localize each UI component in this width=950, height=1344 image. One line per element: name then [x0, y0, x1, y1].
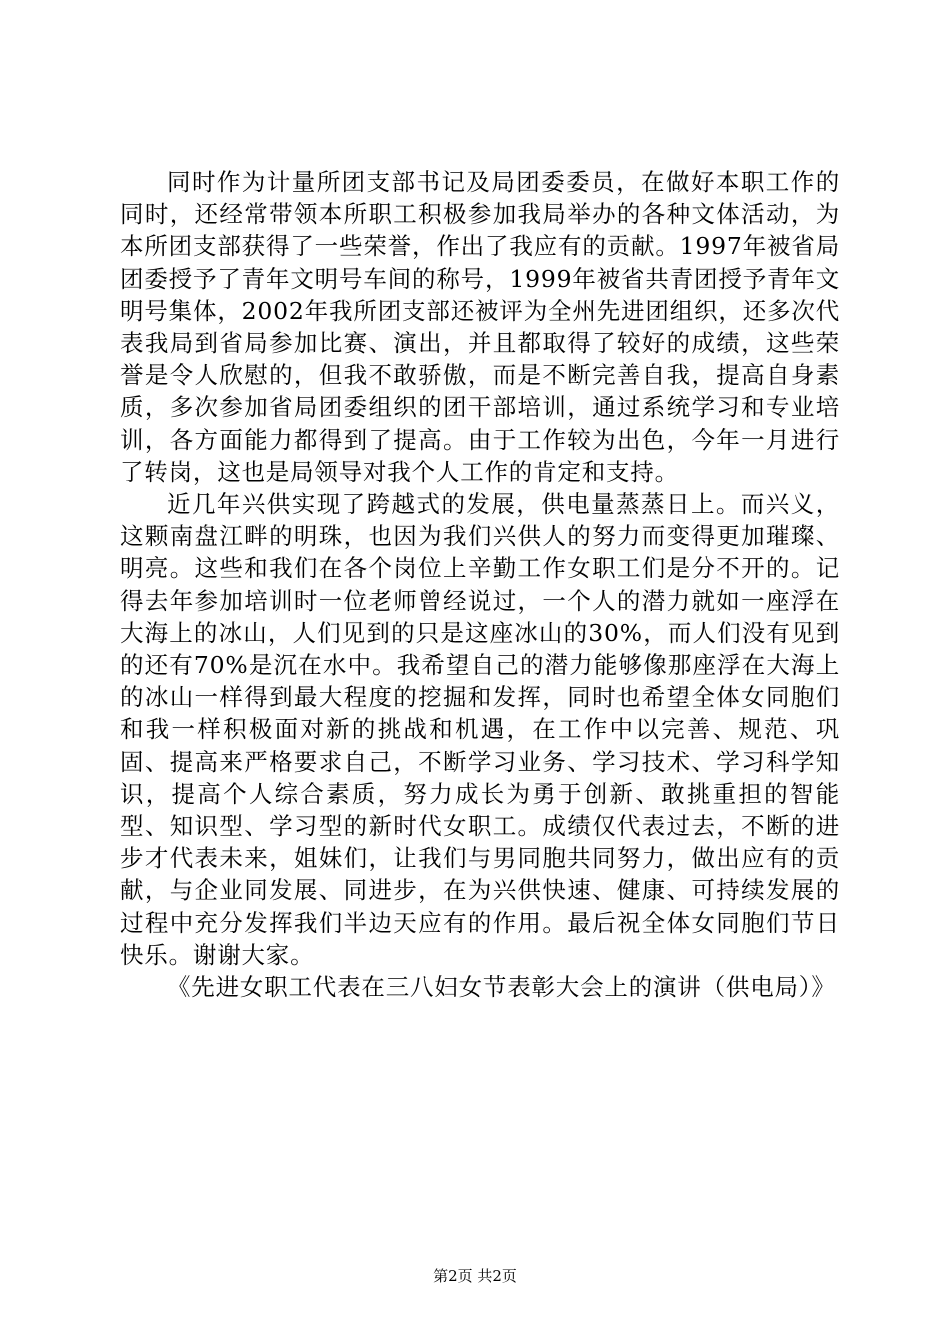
paragraph-youth-league-work: 同时作为计量所团支部书记及局团委委员，在做好本职工作的同时，还经常带领本所职工积极参加我局举办的各种文体活动，为本所团支部获得了一些荣誉，作出了我应有的贡献。1997年被省局团委授予了青年文明号车间的称号，1999年被省共青团授予青年文明号集体，2002年我所团支部还被评为全州先进团组织，还多次代表我局到省局参加比赛、演出，并且都取得了较好的成绩，这些荣誉是令人欣慰的，但我不敢骄傲，而是不断完善自我，提高自身素质，多次参加省局团委组织的团干部培训，通过系统学习和专业培训，各方面能力都得到了提高。由于工作较为出色，今年一月进行了转岗，这也是局领导对我个人工作的肯定和支持。 — [120, 168, 840, 486]
paragraph-speech-title: 《先进女职工代表在三八妇女节表彰大会上的演讲（供电局）》 — [167, 973, 836, 1002]
page-number-footer: 第2页 共2页 — [433, 1267, 517, 1285]
paragraph-development-and-aspirations: 近几年兴供实现了跨越式的发展，供电量蒸蒸日上。而兴义，这颗南盘江畔的明珠，也因为我们兴供人的努力而变得更加璀璨、明亮。这些和我们在各个岗位上辛勤工作女职工们是分不开的。记得去年参加培训时一位老师曾经说过，一个人的潜力就如一座浮在大海上的冰山，人们见到的只是这座冰山的30%，而人们没有见到的还有70%是沉在水中。我希望自己的潜力能够像那座浮在大海上的冰山一样得到最大程度的挖掘和发挥，同时也希望全体女同胞们和我一样积极面对新的挑战和机遇，在工作中以完善、规范、巩固、提高来严格要求自己，不断学习业务、学习技术、学习科学知识，提高个人综合素质，努力成长为勇于创新、敢挑重担的智能型、知识型、学习型的新时代女职工。成绩仅代表过去，不断的进步才代表未来，姐妹们，让我们与男同胞共同努力，做出应有的贡献，与企业同发展、同进步，在为兴供快速、健康、可持续发展的过程中充分发挥我们半边天应有的作用。最后祝全体女同胞们节日快乐。谢谢大家。 — [120, 490, 840, 969]
document-body — [120, 166, 840, 1003]
